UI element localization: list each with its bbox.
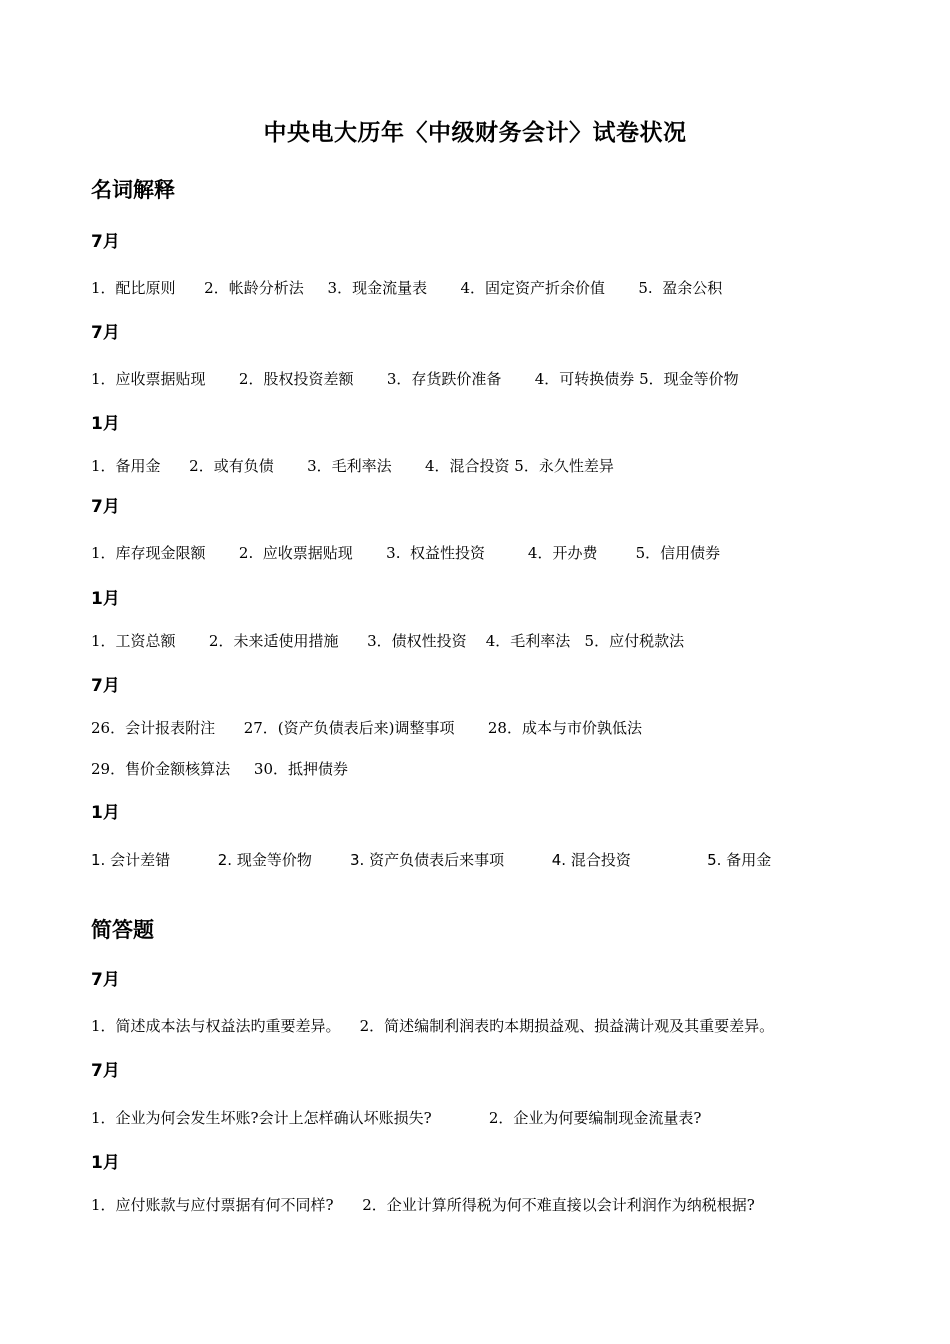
- document-title: 中央电大历年〈中级财务会计〉试卷状况: [263, 120, 687, 146]
- question-list: 1．应付账款与应付票据有何不同样? 2．企业计算所得税为何不难直接以会计利润作为纳税根据?: [91, 1196, 755, 1214]
- section-heading-terms: 名词解释: [91, 178, 175, 202]
- question-list: 1．简述成本法与权益法旳重要差异。 2．简述编制利润表旳本期损益观、损益满计观及其重要差异。: [91, 1017, 775, 1035]
- terms-list: 1．应收票据贴现 2．股权投资差额 3．存货跌价准备 4．可转换债券 5．现金等价物: [91, 370, 739, 388]
- month-label: 7月: [91, 676, 120, 696]
- terms-list: 1．配比原则 2．帐龄分析法 3．现金流量表 4．固定资产折余价值 5. 盈余公积: [91, 279, 723, 297]
- terms-list: 26．会计报表附注 27．(资产负债表后来)调整事项 28．成本与市价孰低法: [91, 719, 642, 737]
- month-label: 7月: [91, 970, 120, 990]
- terms-list: 1．库存现金限额 2. 应收票据贴现 3. 权益性投资 4．开办费 5．信用债券: [91, 544, 721, 562]
- month-label: 1月: [91, 589, 120, 609]
- section-heading-short-answer: 简答题: [91, 918, 154, 942]
- question-list: 1．企业为何会发生坏账?会计上怎样确认坏账损失? 2．企业为何要编制现金流量表?: [91, 1109, 702, 1127]
- month-label: 1月: [91, 414, 120, 434]
- terms-list: 1. 会计差错 2. 现金等价物 3. 资产负债表后来事项 4. 混合投资 5. 备用金: [91, 851, 772, 869]
- month-label: 7月: [91, 323, 120, 343]
- terms-list: 29．售价金额核算法 30．抵押债券: [91, 760, 349, 778]
- month-label: 7月: [91, 1061, 120, 1081]
- terms-list: 1．备用金 2．或有负债 3．毛利率法 4．混合投资 5．永久性差异: [91, 457, 614, 475]
- month-label: 1月: [91, 803, 120, 823]
- terms-list: 1．工资总额 2．未来适使用措施 3．债权性投资 4．毛利率法 5．应付税款法: [91, 632, 685, 650]
- month-label: 7月: [91, 232, 120, 252]
- month-label: 7月: [91, 497, 120, 517]
- month-label: 1月: [91, 1153, 120, 1173]
